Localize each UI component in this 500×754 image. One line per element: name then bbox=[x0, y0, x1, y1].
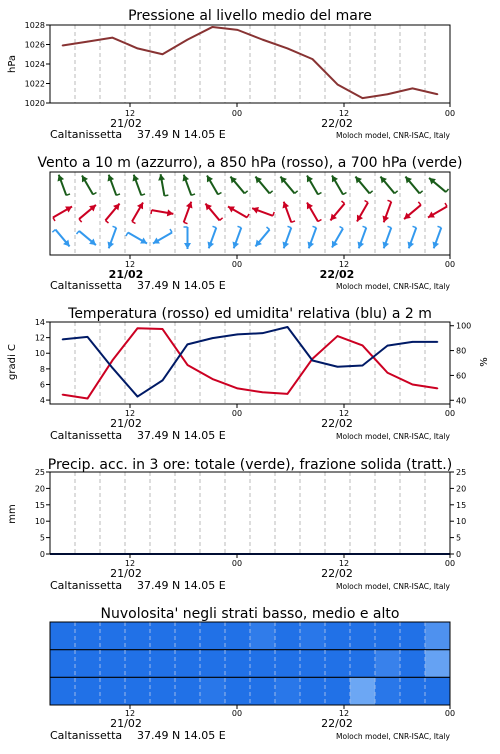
wind-barb-2 bbox=[308, 226, 317, 248]
wind-barb-feather bbox=[270, 191, 273, 194]
pressure-location: Caltanissetta bbox=[50, 128, 123, 141]
wind-barb-feather bbox=[420, 191, 423, 194]
wind-barb-feather bbox=[418, 202, 421, 205]
wind-barb-2 bbox=[283, 226, 292, 248]
wind-barb-0 bbox=[207, 175, 221, 194]
pressure-line-point bbox=[337, 84, 339, 86]
wind-xtick-label: 12 bbox=[338, 260, 350, 269]
temp-credit: Moloch model, CNR-ISAC, Italy bbox=[336, 432, 450, 441]
wind-barb-0 bbox=[307, 175, 321, 194]
wind-barb-feather bbox=[220, 218, 223, 221]
wind-barb-feather bbox=[445, 203, 447, 206]
wind-barb-2 bbox=[153, 229, 172, 243]
cloud-cell-alto bbox=[350, 622, 376, 650]
cloud-cell-medio bbox=[125, 650, 151, 678]
pressure-line-point bbox=[112, 37, 114, 39]
panel-temperature bbox=[7, 306, 490, 442]
cloud-location: Caltanissetta bbox=[50, 729, 123, 742]
pressure-date-label: 22/02 bbox=[321, 117, 353, 130]
pressure-line-point bbox=[187, 39, 189, 41]
cloud-cell-basso bbox=[350, 677, 376, 705]
cloud-credit: Moloch model, CNR-ISAC, Italy bbox=[336, 732, 450, 741]
precip-title: Precip. acc. in 3 ore: totale (verde), frazione solida (tratt.) bbox=[47, 457, 453, 473]
humidity-line-point bbox=[112, 367, 114, 369]
wind-barb-feather bbox=[93, 193, 96, 195]
temp-ylabel-right: % bbox=[479, 357, 490, 367]
wind-barb-1 bbox=[404, 202, 421, 219]
temp-ylabel-left: gradi C bbox=[7, 344, 18, 380]
pressure-credit: Moloch model, CNR-ISAC, Italy bbox=[336, 131, 450, 140]
wind-barb-feather bbox=[288, 226, 292, 227]
cloud-cell-alto bbox=[300, 622, 326, 650]
cloud-coords: 37.49 N 14.05 E bbox=[137, 729, 226, 742]
wind-barb-feather bbox=[438, 226, 442, 227]
temp-ytick-label: 12 bbox=[34, 333, 45, 343]
temperature-line-point bbox=[287, 393, 289, 395]
wind-barb-1 bbox=[151, 209, 173, 216]
wind-barb-2 bbox=[255, 227, 269, 246]
humidity-line-point bbox=[87, 336, 89, 338]
wind-barb-1 bbox=[205, 204, 222, 221]
wind-barb-2 bbox=[358, 226, 367, 248]
temp-xtick-label: 00 bbox=[231, 409, 243, 418]
wind-barb-0 bbox=[380, 177, 397, 194]
humidity-line-point bbox=[337, 366, 339, 368]
wind-barb-head bbox=[184, 243, 191, 249]
cloud-cell-basso bbox=[250, 677, 276, 705]
cloud-cell-alto bbox=[125, 622, 151, 650]
cloud-cell-alto bbox=[425, 622, 451, 650]
precip-ytick-label: 15 bbox=[34, 500, 45, 510]
wind-barb-1 bbox=[330, 201, 344, 220]
wind-barb-1 bbox=[105, 204, 119, 223]
precip-xtick-label: 00 bbox=[231, 559, 243, 568]
temp-date-label: 22/02 bbox=[321, 417, 353, 430]
wind-barb-feather bbox=[342, 201, 345, 204]
wind-barb-1 bbox=[132, 202, 143, 223]
wind-credit: Moloch model, CNR-ISAC, Italy bbox=[336, 282, 450, 291]
temp-ytick-label: 4 bbox=[39, 396, 45, 406]
cloud-cell-medio bbox=[175, 650, 201, 678]
cloud-date-label: 21/02 bbox=[110, 717, 142, 730]
wind-barb-feather bbox=[388, 200, 392, 201]
temperature-line-point bbox=[62, 394, 64, 396]
wind-barb-feather bbox=[113, 226, 117, 227]
pressure-line-point bbox=[212, 26, 214, 28]
wind-barb-feather bbox=[105, 220, 108, 223]
pressure-ytick-label: 1022 bbox=[24, 79, 45, 89]
humidity-ytick-label-right: 100 bbox=[456, 321, 472, 331]
wind-barb-2 bbox=[233, 226, 242, 248]
pressure-xtick-label: 12 bbox=[124, 109, 136, 118]
temperature-line-point bbox=[262, 391, 264, 393]
wind-xtick-label: 12 bbox=[124, 260, 136, 269]
humidity-line-point bbox=[287, 326, 289, 328]
pressure-title: Pressione al livello medio del mare bbox=[128, 8, 372, 24]
wind-barb-feather bbox=[164, 195, 168, 196]
pressure-line-point bbox=[312, 58, 314, 60]
temp-ytick-label: 14 bbox=[34, 318, 45, 327]
wind-barb-feather bbox=[52, 230, 55, 233]
cloud-cell-medio bbox=[200, 650, 226, 678]
wind-barb-feather bbox=[247, 214, 249, 217]
cloud-cell-alto bbox=[75, 622, 101, 650]
precip-ytick-label-right: 15 bbox=[456, 500, 467, 510]
precip-ytick-label-right: 10 bbox=[456, 517, 467, 527]
cloud-cell-medio bbox=[375, 650, 401, 678]
cloud-cell-medio bbox=[425, 650, 451, 678]
wind-barb-2 bbox=[77, 231, 96, 245]
wind-barb-feather bbox=[79, 219, 82, 222]
wind-barb-1 bbox=[307, 202, 321, 221]
temperature-line-point bbox=[362, 345, 364, 347]
wind-barb-1 bbox=[428, 203, 447, 217]
precip-ylabel: mm bbox=[7, 504, 18, 524]
wind-barb-feather bbox=[388, 226, 392, 227]
cloud-cell-basso bbox=[400, 677, 426, 705]
wind-barb-2 bbox=[332, 226, 343, 247]
wind-barb-feather bbox=[184, 222, 188, 223]
wind-barb-1 bbox=[283, 202, 296, 223]
cloud-cell-medio bbox=[75, 650, 101, 678]
precip-ytick-label: 5 bbox=[39, 533, 45, 543]
wind-barb-feather bbox=[446, 189, 449, 192]
precip-coords: 37.49 N 14.05 E bbox=[137, 579, 226, 592]
cloud-cell-medio bbox=[350, 650, 376, 678]
cloud-cell-basso bbox=[275, 677, 301, 705]
wind-barb-feather bbox=[132, 222, 135, 224]
humidity-line-point bbox=[62, 339, 64, 341]
cloud-cell-basso bbox=[325, 677, 351, 705]
wind-barb-feather bbox=[365, 200, 368, 202]
wind-barb-2 bbox=[52, 230, 69, 247]
cloud-cell-alto bbox=[150, 622, 176, 650]
cloud-xtick-label: 12 bbox=[124, 709, 136, 718]
cloud-cell-medio bbox=[150, 650, 176, 678]
cloud-cell-basso bbox=[150, 677, 176, 705]
wind-barb-feather bbox=[370, 191, 373, 194]
temp-coords: 37.49 N 14.05 E bbox=[137, 429, 226, 442]
cloud-cell-alto bbox=[50, 622, 76, 650]
cloud-cell-basso bbox=[200, 677, 226, 705]
wind-barb-2 bbox=[126, 233, 147, 244]
wind-date-label: 22/02 bbox=[319, 268, 355, 281]
pressure-line-point bbox=[287, 48, 289, 50]
wind-barb-1 bbox=[53, 206, 72, 220]
cloud-cell-basso bbox=[100, 677, 126, 705]
cloud-cell-alto bbox=[400, 622, 426, 650]
precip-ytick-label: 20 bbox=[34, 484, 45, 494]
wind-date-label: 21/02 bbox=[108, 268, 144, 281]
cloud-xtick-label: 12 bbox=[338, 709, 350, 718]
wind-barb-0 bbox=[405, 177, 422, 194]
wind-location: Caltanissetta bbox=[50, 279, 123, 292]
wind-barb-feather bbox=[218, 193, 221, 195]
temp-xtick-label: 12 bbox=[124, 409, 136, 418]
cloud-xtick-label: 00 bbox=[231, 709, 243, 718]
pressure-xtick-label: 00 bbox=[444, 109, 456, 118]
temp-xtick-label: 12 bbox=[338, 409, 350, 418]
cloud-xtick-label: 00 bbox=[444, 709, 456, 718]
humidity-line-point bbox=[387, 345, 389, 347]
temp-xtick-label: 00 bbox=[444, 409, 456, 418]
wind-barb-2 bbox=[383, 226, 392, 248]
pressure-line-point bbox=[62, 45, 64, 47]
cloud-cell-alto bbox=[200, 622, 226, 650]
temperature-line-point bbox=[162, 328, 164, 330]
wind-barb-2 bbox=[208, 226, 217, 248]
temp-date-label: 21/02 bbox=[110, 417, 142, 430]
pressure-line-point bbox=[87, 41, 89, 43]
wind-barb-2 bbox=[408, 226, 417, 248]
wind-barb-0 bbox=[355, 177, 372, 194]
precip-ytick-label-right: 25 bbox=[456, 468, 467, 477]
cloud-cell-alto bbox=[325, 622, 351, 650]
wind-barb-feather bbox=[363, 226, 367, 227]
temperature-line-point bbox=[412, 384, 414, 386]
wind-barb-feather bbox=[318, 193, 321, 195]
precip-ytick-label: 10 bbox=[34, 517, 45, 527]
precip-location: Caltanissetta bbox=[50, 579, 123, 592]
wind-barb-feather bbox=[77, 231, 80, 234]
wind-barb-0 bbox=[332, 175, 346, 194]
precip-ytick-label-right: 5 bbox=[456, 533, 462, 543]
temperature-line-point bbox=[437, 388, 439, 390]
wind-barb-0 bbox=[133, 175, 146, 196]
wind-barb-feather bbox=[295, 191, 298, 194]
wind-xtick-label: 00 bbox=[444, 260, 456, 269]
wind-barb-feather bbox=[213, 226, 217, 227]
wind-barb-1 bbox=[79, 205, 96, 222]
cloud-cell-basso bbox=[375, 677, 401, 705]
wind-barb-0 bbox=[158, 174, 168, 196]
cloud-cell-medio bbox=[275, 650, 301, 678]
temp-ytick-label: 6 bbox=[39, 380, 45, 390]
cloud-cell-medio bbox=[100, 650, 126, 678]
cloud-cell-alto bbox=[175, 622, 201, 650]
humidity-line-point bbox=[412, 341, 414, 343]
wind-barb-0 bbox=[255, 177, 272, 194]
precip-date-label: 21/02 bbox=[110, 567, 142, 580]
cloud-cell-alto bbox=[250, 622, 276, 650]
precip-xtick-label: 12 bbox=[338, 559, 350, 568]
wind-barb-feather bbox=[273, 212, 274, 216]
humidity-line-point bbox=[437, 341, 439, 343]
precip-date-label: 22/02 bbox=[321, 567, 353, 580]
humidity-line-point bbox=[262, 332, 264, 334]
pressure-ytick-label: 1026 bbox=[24, 40, 45, 50]
temperature-line-point bbox=[387, 372, 389, 374]
pressure-line-point bbox=[387, 93, 389, 95]
cloud-date-label: 22/02 bbox=[321, 717, 353, 730]
wind-barb-feather bbox=[245, 191, 248, 194]
precip-ytick-label-right: 20 bbox=[456, 484, 467, 494]
wind-xtick-label: 00 bbox=[231, 260, 243, 269]
wind-barb-feather bbox=[413, 226, 417, 227]
temperature-line-point bbox=[112, 359, 114, 361]
cloud-cell-alto bbox=[100, 622, 126, 650]
humidity-line-point bbox=[312, 360, 314, 362]
cloud-cell-basso bbox=[425, 677, 451, 705]
temperature-line-point bbox=[237, 388, 239, 390]
wind-coords: 37.49 N 14.05 E bbox=[137, 279, 226, 292]
cloud-cell-medio bbox=[325, 650, 351, 678]
cloud-cell-alto bbox=[375, 622, 401, 650]
wind-barb-feather bbox=[313, 226, 317, 227]
wind-barb-0 bbox=[429, 178, 448, 192]
humidity-line-point bbox=[362, 365, 364, 367]
precip-frame bbox=[50, 472, 450, 554]
temperature-line-point bbox=[212, 378, 214, 380]
temperature-line-point bbox=[337, 335, 339, 337]
wind-barb-0 bbox=[82, 175, 96, 194]
humidity-line-point bbox=[137, 396, 139, 398]
wind-barb-feather bbox=[395, 191, 398, 194]
wind-barb-feather bbox=[126, 233, 128, 236]
pressure-line-point bbox=[237, 29, 239, 31]
wind-barb-0 bbox=[280, 177, 297, 194]
wind-barb-1 bbox=[252, 207, 274, 216]
wind-barb-feather bbox=[53, 218, 55, 221]
humidity-line-point bbox=[237, 334, 239, 336]
cloud-cell-basso bbox=[225, 677, 251, 705]
precip-xtick-label: 00 bbox=[444, 559, 456, 568]
pressure-ytick-label: 1020 bbox=[24, 99, 45, 108]
precip-ytick-label: 0 bbox=[39, 550, 45, 559]
pressure-line-point bbox=[162, 53, 164, 55]
cloud-cell-alto bbox=[275, 622, 301, 650]
cloud-cell-basso bbox=[75, 677, 101, 705]
wind-barb-2 bbox=[433, 226, 442, 248]
wind-barb-1 bbox=[228, 206, 249, 217]
temp-location: Caltanissetta bbox=[50, 429, 123, 442]
wind-barb-0 bbox=[58, 175, 71, 196]
wind-barb-1 bbox=[357, 200, 368, 221]
cloud-cell-medio bbox=[250, 650, 276, 678]
humidity-ytick-label-right: 40 bbox=[456, 396, 467, 406]
pressure-ylabel: hPa bbox=[7, 54, 18, 74]
cloud-cell-basso bbox=[300, 677, 326, 705]
pressure-ytick-label: 1024 bbox=[24, 60, 45, 69]
wind-barb-1 bbox=[383, 200, 392, 222]
pressure-coords: 37.49 N 14.05 E bbox=[137, 128, 226, 141]
cloud-cell-alto bbox=[225, 622, 251, 650]
wind-barb-0 bbox=[108, 175, 121, 196]
pressure-ytick-label: 1028 bbox=[24, 21, 45, 30]
temp-ytick-label: 8 bbox=[39, 364, 45, 374]
humidity-line-point bbox=[212, 337, 214, 339]
humidity-line-point bbox=[162, 380, 164, 382]
pressure-line-point bbox=[262, 39, 264, 41]
humidity-ytick-label-right: 80 bbox=[456, 346, 467, 356]
temperature-line-point bbox=[87, 398, 89, 400]
wind-barb-2 bbox=[108, 226, 117, 248]
cloud-title: Nuvolosita' negli strati basso, medio e alto bbox=[100, 606, 400, 622]
wind-barb-feather bbox=[151, 210, 152, 214]
cloud-cell-medio bbox=[50, 650, 76, 678]
wind-barb-feather bbox=[267, 227, 270, 230]
pressure-line-point bbox=[412, 88, 414, 90]
cloud-cell-medio bbox=[300, 650, 326, 678]
panel-precipitation bbox=[7, 457, 452, 592]
cloud-cell-basso bbox=[125, 677, 151, 705]
pressure-xtick-label: 00 bbox=[231, 109, 243, 118]
wind-barb-feather bbox=[238, 226, 242, 227]
cloud-cell-basso bbox=[50, 677, 76, 705]
precip-ytick-label-right: 0 bbox=[456, 550, 462, 559]
wind-barb-feather bbox=[170, 229, 172, 232]
wind-barb-0 bbox=[183, 175, 196, 196]
wind-barb-2 bbox=[184, 227, 192, 249]
wind-barb-feather bbox=[318, 220, 321, 222]
cloud-cell-medio bbox=[400, 650, 426, 678]
temperature-line-point bbox=[137, 327, 139, 329]
temperature-line-point bbox=[187, 364, 189, 366]
pressure-line-point bbox=[437, 93, 439, 95]
cloud-cell-basso bbox=[175, 677, 201, 705]
precip-xtick-label: 12 bbox=[124, 559, 136, 568]
temp-title: Temperatura (rosso) ed umidita' relativa (blu) a 2 m bbox=[68, 306, 432, 322]
wind-barb-feather bbox=[343, 193, 346, 195]
cloud-cell-medio bbox=[225, 650, 251, 678]
precip-credit: Moloch model, CNR-ISAC, Italy bbox=[336, 582, 450, 591]
pressure-line-point bbox=[137, 48, 139, 50]
temp-ytick-label: 10 bbox=[34, 349, 45, 359]
precip-ytick-label: 25 bbox=[34, 468, 45, 477]
wind-barb-feather bbox=[340, 226, 343, 228]
humidity-ytick-label-right: 60 bbox=[456, 371, 467, 381]
pressure-xtick-label: 12 bbox=[338, 109, 350, 118]
wind-barb-0 bbox=[230, 177, 247, 194]
wind-title: Vento a 10 m (azzurro), a 850 hPa (rosso), a 700 hPa (verde) bbox=[37, 155, 463, 171]
wind-barb-1 bbox=[184, 202, 193, 224]
pressure-line-point bbox=[362, 97, 364, 99]
humidity-line-point bbox=[187, 344, 189, 346]
pressure-date-label: 21/02 bbox=[110, 117, 142, 130]
